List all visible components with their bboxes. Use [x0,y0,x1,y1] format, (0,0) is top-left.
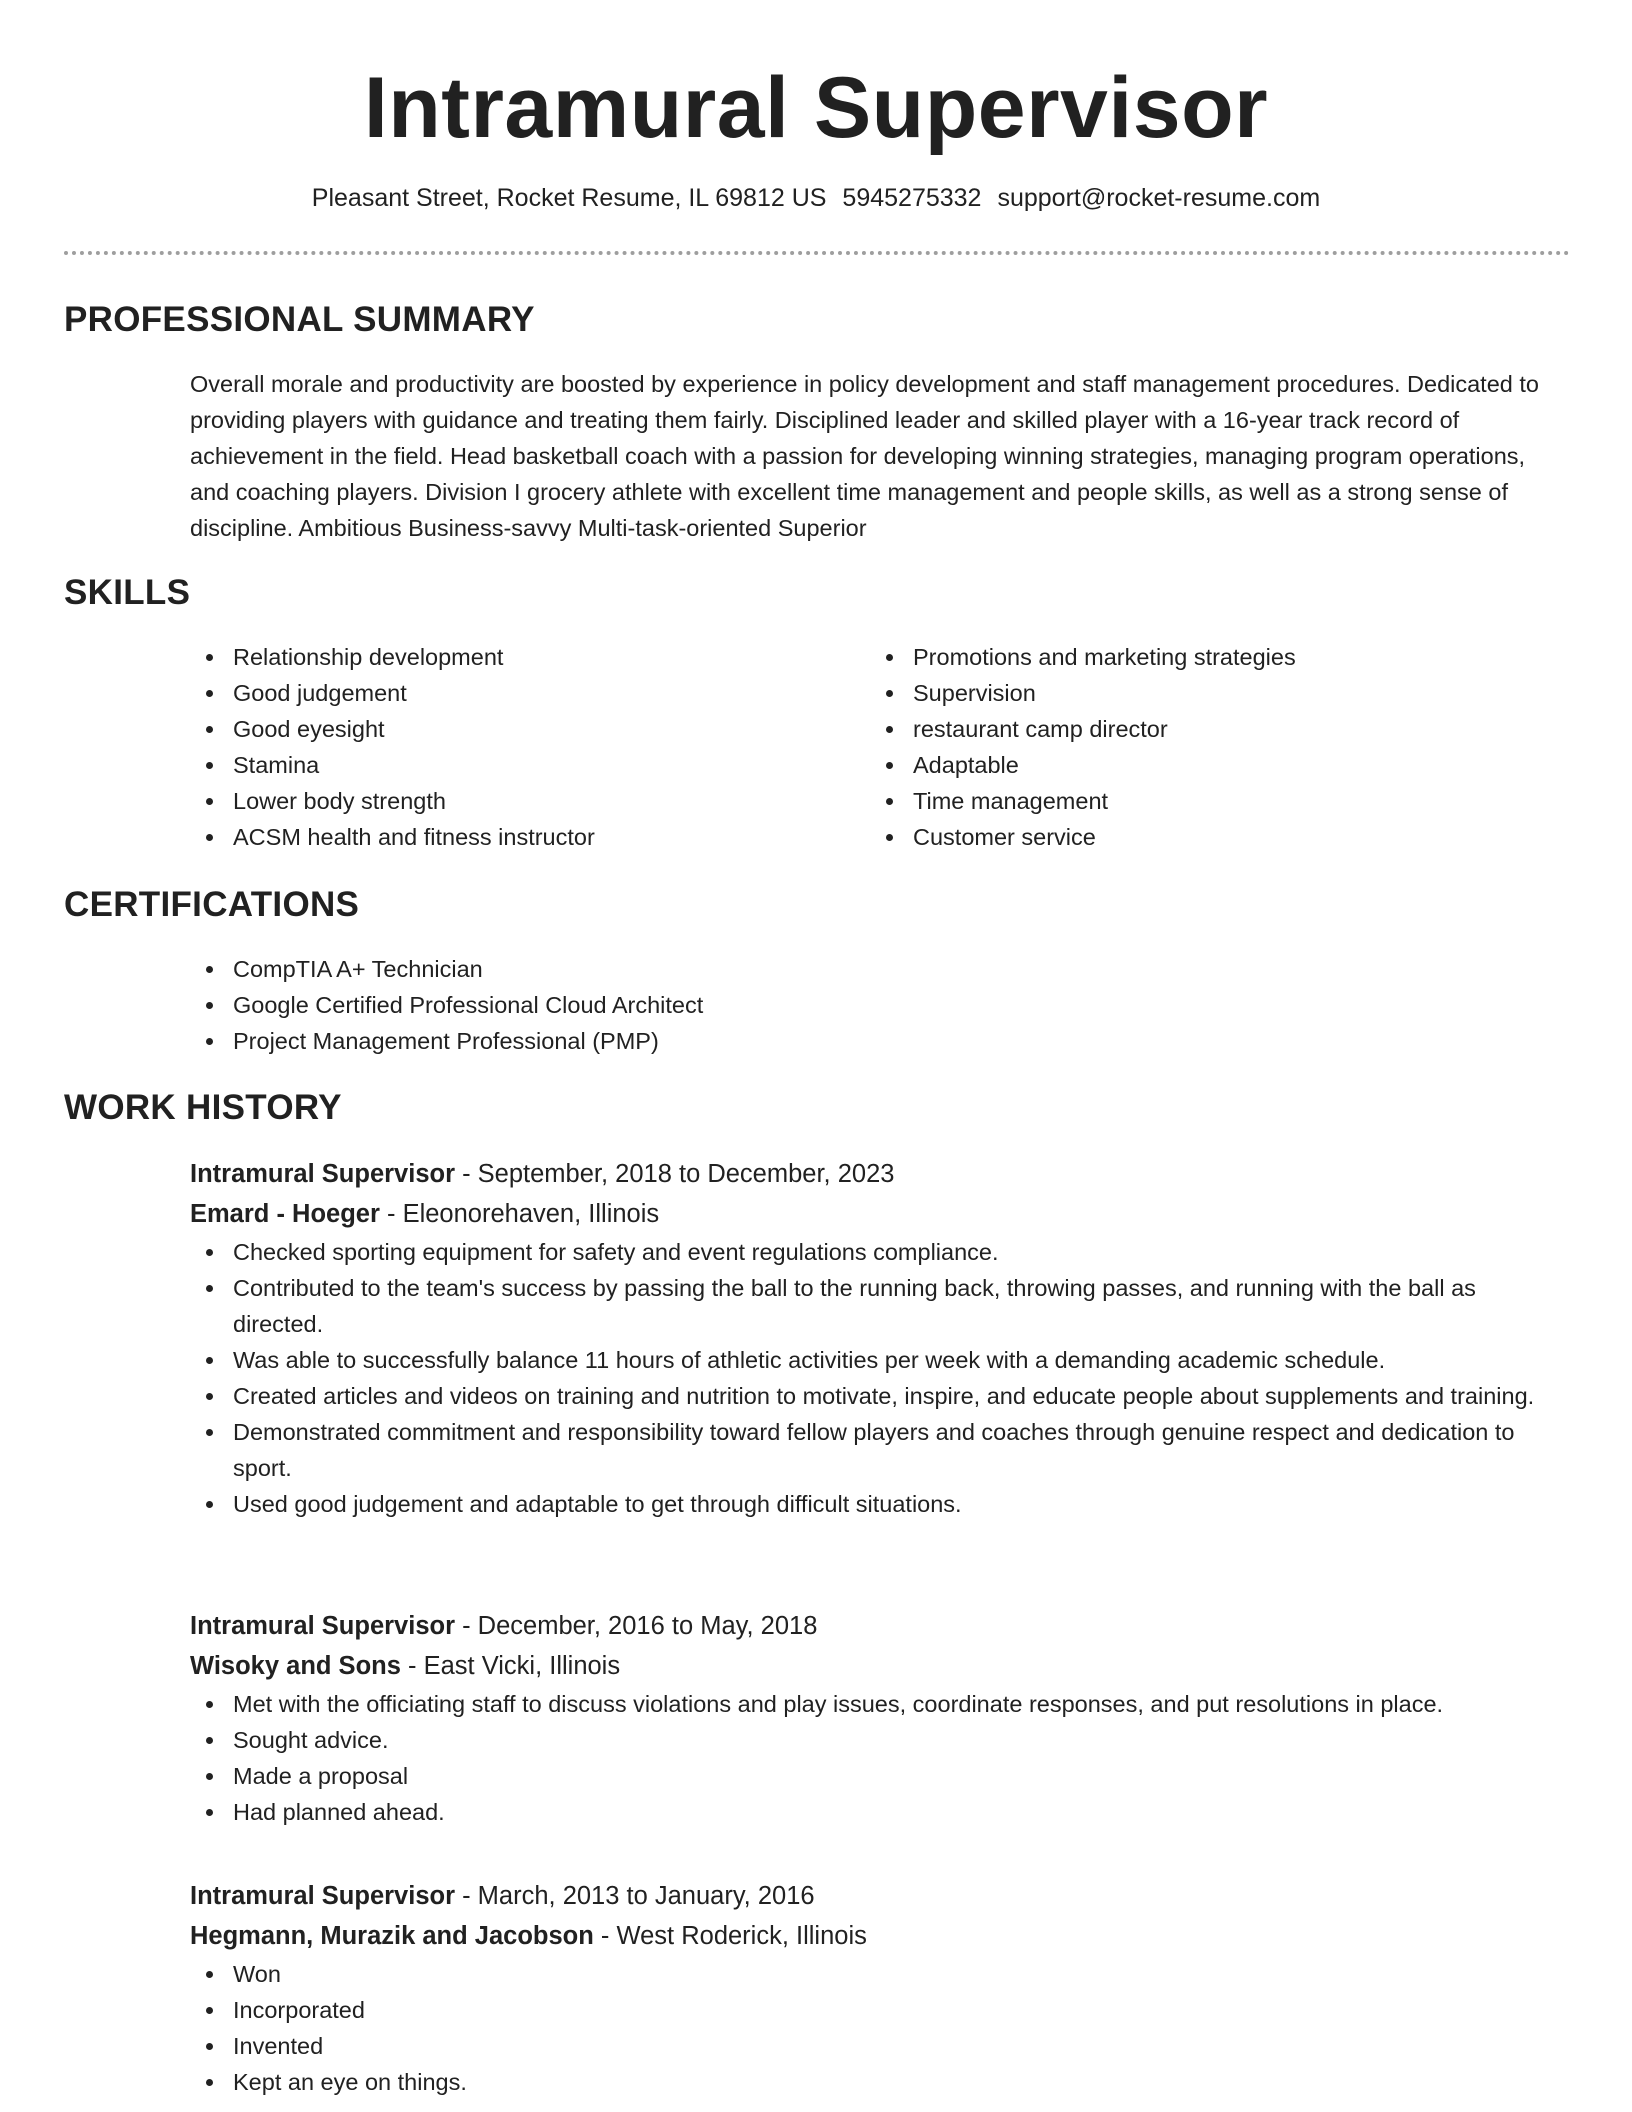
job-duty: Demonstrated commitment and responsibility toward fellow players and coaches through genuine respect and dedication to sport. [190,1414,1560,1486]
job-duty: Made a proposal [190,1758,1560,1794]
job-entry [190,1154,1560,1522]
job-duty: Used good judgement and adaptable to get through difficult situations. [190,1486,1560,1522]
job-role: Intramural Supervisor [190,1882,455,1910]
skill-item: Supervision [870,675,1490,711]
job-duty: Checked sporting equipment for safety and event regulations compliance. [190,1234,1560,1270]
job-duty: Created articles and videos on training and nutrition to motivate, inspire, and educate people about supplements and training. [190,1378,1560,1414]
job-entry [190,1606,1560,1830]
separator: - [455,1882,478,1910]
certifications-heading: CERTIFICATIONS [64,885,360,924]
job-company: Emard - Hoeger [190,1200,380,1228]
contact-line [0,180,1632,216]
separator: - [400,1652,424,1680]
job-title-line [190,1606,1560,1646]
header-divider [64,251,1570,255]
work-history-heading: WORK HISTORY [64,1088,342,1127]
summary-heading: PROFESSIONAL SUMMARY [64,300,535,339]
certification-item: Project Management Professional (PMP) [190,1023,1550,1059]
separator: - [379,1200,403,1228]
job-title-line [190,1876,1560,1916]
job-duty: Kept an eye on things. [190,2064,1560,2100]
skill-item: Good eyesight [190,711,810,747]
separator: - [593,1922,617,1950]
skill-item: Customer service [870,819,1490,855]
job-dates: December, 2016 to May, 2018 [477,1612,818,1640]
job-dates: September, 2018 to December, 2023 [477,1160,895,1188]
summary-text: Overall morale and productivity are boosted by experience in policy development and staff management procedures. Dedicated to providing players with guidance and treating them fairly. Disciplined leader and skilled player with a 16-year track record of achievement in the field. Head basketball coach with a passion for developing winning strategies, managing program operations, and coaching players. Division I grocery athlete with excellent time management and people skills, as well as a strong sense of discipline. Ambitious Business-savvy Multi-task-oriented Superior [190,371,1539,541]
job-location: East Vicki, Illinois [423,1652,621,1680]
contact-email: support@rocket-resume.com [997,184,1321,212]
contact-address: Pleasant Street, Rocket Resume, IL 69812 US [311,184,827,212]
skills-list-left [190,639,810,855]
separator: - [455,1612,478,1640]
skills-list-right [870,639,1490,855]
contact-phone: 5945275332 [842,184,982,212]
job-company: Wisoky and Sons [190,1652,401,1680]
skill-item: Relationship development [190,639,810,675]
job-company-line [190,1646,1560,1686]
separator: - [455,1160,478,1188]
job-location: Eleonorehaven, Illinois [402,1200,660,1228]
job-duties-list [190,1956,1560,2100]
job-duty: Sought advice. [190,1722,1560,1758]
skill-item: Stamina [190,747,810,783]
job-duty: Met with the officiating staff to discuss violations and play issues, coordinate responses, and put resolutions in place. [190,1686,1560,1722]
certifications-list [190,951,1550,1059]
skill-item: Adaptable [870,747,1490,783]
skill-item: restaurant camp director [870,711,1490,747]
job-company-line [190,1194,1560,1234]
resume-name: Intramural Supervisor [363,60,1269,156]
job-duty: Was able to successfully balance 11 hours of athletic activities per week with a demanding academic schedule. [190,1342,1560,1378]
job-duty: Contributed to the team's success by passing the ball to the running back, throwing passes, and running with the ball as directed. [190,1270,1560,1342]
job-company: Hegmann, Murazik and Jacobson [190,1922,594,1950]
job-company-line [190,1916,1560,1956]
skill-item: Good judgement [190,675,810,711]
job-duty: Invented [190,2028,1560,2064]
skill-item: Promotions and marketing strategies [870,639,1490,675]
skill-item: Time management [870,783,1490,819]
job-role: Intramural Supervisor [190,1160,455,1188]
job-duty: Incorporated [190,1992,1560,2028]
skill-item: ACSM health and fitness instructor [190,819,810,855]
job-duties-list [190,1686,1560,1830]
skill-item: Lower body strength [190,783,810,819]
job-duty: Had planned ahead. [190,1794,1560,1830]
job-role: Intramural Supervisor [190,1612,455,1640]
job-dates: March, 2013 to January, 2016 [477,1882,815,1910]
skills-heading: SKILLS [64,573,191,612]
job-duties-list [190,1234,1560,1522]
job-entry [190,1876,1560,2100]
job-duty: Won [190,1956,1560,1992]
job-title-line [190,1154,1560,1194]
certification-item: CompTIA A+ Technician [190,951,1550,987]
job-location: West Roderick, Illinois [616,1922,867,1950]
certification-item: Google Certified Professional Cloud Architect [190,987,1550,1023]
